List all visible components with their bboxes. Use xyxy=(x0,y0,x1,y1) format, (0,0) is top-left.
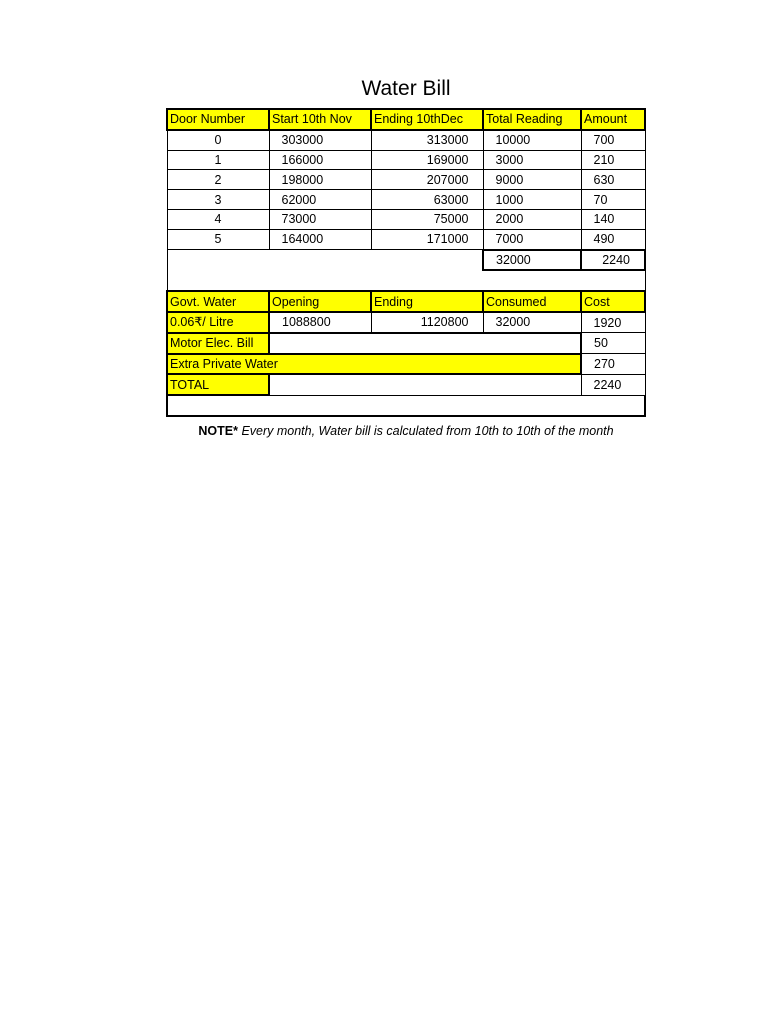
header-start: Start 10th Nov xyxy=(269,109,371,130)
motor-spacer xyxy=(269,333,581,354)
end-cell: 207000 xyxy=(371,170,483,190)
cost-cell: 1920 xyxy=(581,312,645,333)
sum-amount: 2240 xyxy=(581,250,645,271)
motor-cost: 50 xyxy=(581,333,645,354)
start-cell: 73000 xyxy=(269,209,371,229)
motor-label: Motor Elec. Bill xyxy=(167,333,269,354)
start-cell: 198000 xyxy=(269,170,371,190)
govt-row xyxy=(167,312,645,333)
amount-cell: 700 xyxy=(581,130,645,150)
end-cell: 313000 xyxy=(371,130,483,150)
total-cell: 7000 xyxy=(483,229,581,249)
amount-cell: 490 xyxy=(581,229,645,249)
sum-total-reading: 32000 xyxy=(483,250,581,271)
door-cell: 2 xyxy=(167,170,269,190)
header-opening: Opening xyxy=(269,291,371,312)
header-cost: Cost xyxy=(581,291,645,312)
table-row xyxy=(167,209,645,229)
table-row xyxy=(167,229,645,249)
end-cell: 171000 xyxy=(371,229,483,249)
total-spacer xyxy=(269,374,581,395)
sum-row xyxy=(167,250,645,271)
ending-cell: 1120800 xyxy=(371,312,483,333)
spacer-row xyxy=(167,270,645,291)
rate-cell: 0.06₹/ Litre xyxy=(167,312,269,333)
header-ending: Ending xyxy=(371,291,483,312)
door-cell: 4 xyxy=(167,209,269,229)
start-cell: 62000 xyxy=(269,190,371,210)
total-label: TOTAL xyxy=(167,374,269,395)
start-cell: 303000 xyxy=(269,130,371,150)
page-title: Water Bill xyxy=(361,77,451,100)
amount-cell: 140 xyxy=(581,209,645,229)
extra-label: Extra Private Water xyxy=(167,354,581,375)
header-consumed: Consumed xyxy=(483,291,581,312)
table-row xyxy=(167,130,645,150)
header-door-number: Door Number xyxy=(167,109,269,130)
total-cell: 2000 xyxy=(483,209,581,229)
bottom-spacer-cell xyxy=(167,395,645,416)
note-text: Every month, Water bill is calculated from 10th to 10th of the month xyxy=(241,424,614,438)
table-row xyxy=(167,150,645,170)
consumed-cell: 32000 xyxy=(483,312,581,333)
sum-spacer xyxy=(167,250,483,271)
start-cell: 166000 xyxy=(269,150,371,170)
door-cell: 5 xyxy=(167,229,269,249)
header-total-reading: Total Reading xyxy=(483,109,581,130)
total-row xyxy=(167,374,645,395)
total-cell: 9000 xyxy=(483,170,581,190)
end-cell: 63000 xyxy=(371,190,483,210)
total-cell: 3000 xyxy=(483,150,581,170)
bottom-spacer-row xyxy=(167,395,645,416)
start-cell: 164000 xyxy=(269,229,371,249)
door-cell: 3 xyxy=(167,190,269,210)
motor-row xyxy=(167,333,645,354)
extra-cost: 270 xyxy=(581,354,645,375)
amount-cell: 210 xyxy=(581,150,645,170)
header-ending: Ending 10thDec xyxy=(371,109,483,130)
table-row xyxy=(167,190,645,210)
table-row xyxy=(167,170,645,190)
extra-row xyxy=(167,354,645,375)
opening-cell: 1088800 xyxy=(269,312,371,333)
amount-cell: 630 xyxy=(581,170,645,190)
water-bill-table xyxy=(166,108,646,417)
end-cell: 75000 xyxy=(371,209,483,229)
door-cell: 1 xyxy=(167,150,269,170)
end-cell: 169000 xyxy=(371,150,483,170)
footnote xyxy=(166,424,646,438)
total-cell: 1000 xyxy=(483,190,581,210)
govt-header-row xyxy=(167,291,645,312)
spacer-cell xyxy=(167,270,645,291)
amount-cell: 70 xyxy=(581,190,645,210)
header-govt-water: Govt. Water xyxy=(167,291,269,312)
note-label: NOTE* xyxy=(198,424,238,438)
header-amount: Amount xyxy=(581,109,645,130)
header-row xyxy=(167,109,645,130)
door-cell: 0 xyxy=(167,130,269,150)
total-cell: 10000 xyxy=(483,130,581,150)
total-cost: 2240 xyxy=(581,374,645,395)
